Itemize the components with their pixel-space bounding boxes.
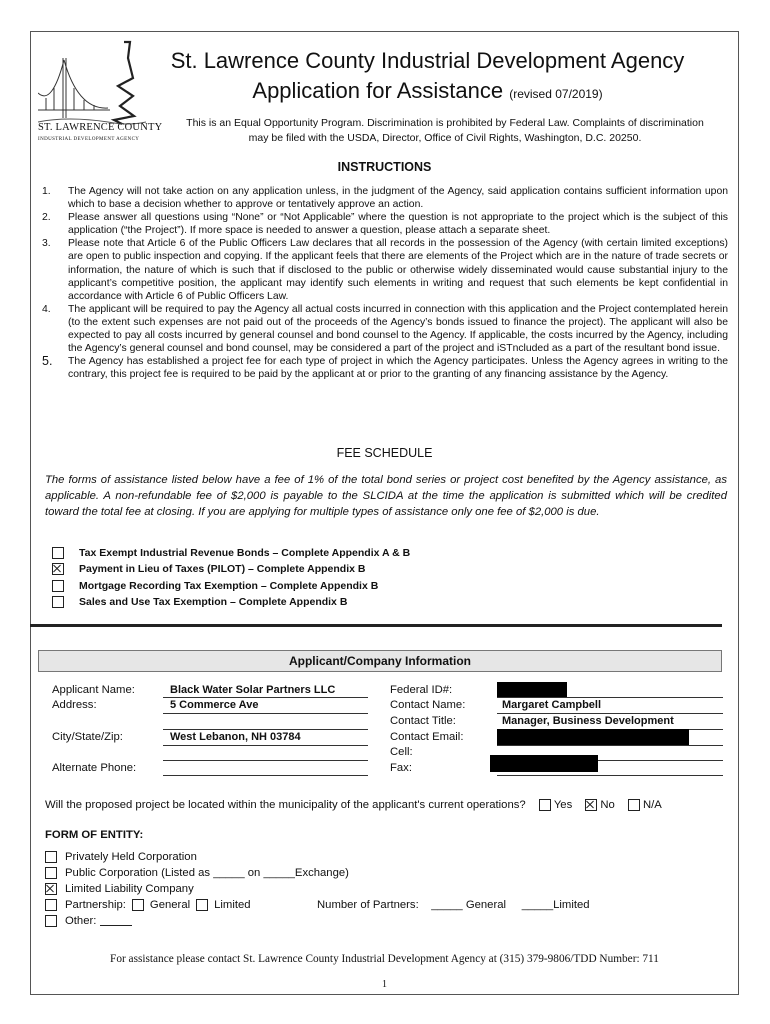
federal-id-label: Federal ID#:	[390, 684, 453, 696]
na-label: N/A	[642, 799, 662, 811]
fee-option-pilot[interactable]: Payment in Lieu of Taxes (PILOT) – Complete Appendix B	[52, 563, 365, 575]
contact-name-value[interactable]: Margaret Campbell	[502, 699, 602, 711]
other-underline[interactable]	[100, 925, 132, 926]
fee-option-bonds[interactable]: Tax Exempt Industrial Revenue Bonds – Complete Appendix A & B	[52, 547, 410, 559]
address-line2-underline[interactable]	[163, 729, 368, 730]
entity-other[interactable]: Other:	[45, 915, 132, 927]
checkbox[interactable]	[52, 596, 64, 608]
section-divider	[30, 624, 722, 627]
location-question: Will the proposed project be located within the municipality of the applicant's current operations? Yes No N/A	[45, 799, 662, 811]
federal-id-underline[interactable]	[497, 697, 723, 698]
fax-redacted	[490, 755, 598, 772]
number-of-partners: Number of Partners: _____ General _____Limited	[317, 899, 590, 911]
fee-option-sales-tax[interactable]: Sales and Use Tax Exemption – Complete Appendix B	[52, 596, 347, 608]
contact-email-label: Contact Email:	[390, 731, 464, 743]
revised-date: (revised 07/2019)	[509, 87, 603, 101]
equal-opportunity-notice: This is an Equal Opportunity Program. Discrimination is prohibited by Federal Law. Complaints of discrimination may be filed with the USDA, Director, Office of Civil Rights, Washington, D.C. 20250.	[186, 117, 704, 144]
checkbox[interactable]	[45, 915, 57, 927]
no-label: No	[600, 799, 615, 811]
contact-name-label: Contact Name:	[390, 699, 466, 711]
city-underline	[163, 745, 368, 746]
logo-text-agency: INDUSTRIAL DEVELOPMENT AGENCY	[38, 137, 140, 142]
applicant-name-underline	[163, 697, 368, 698]
checkbox[interactable]	[45, 851, 57, 863]
cell-label: Cell:	[390, 746, 413, 758]
yes-label: Yes	[553, 799, 573, 811]
instructions-heading: INSTRUCTIONS	[337, 160, 432, 174]
checkbox[interactable]	[52, 547, 64, 559]
limited-checkbox[interactable]	[196, 899, 208, 911]
federal-id-redacted	[497, 682, 567, 697]
entity-public-corporation[interactable]: Public Corporation (Listed as _____ on _____Exchange)	[45, 867, 349, 879]
fee-option-mortgage[interactable]: Mortgage Recording Tax Exemption – Complete Appendix B	[52, 580, 378, 592]
contact-email-redacted	[497, 729, 689, 746]
checkbox[interactable]	[45, 899, 57, 911]
entity-partnership[interactable]: Partnership: General Limited	[45, 899, 251, 911]
no-checkbox[interactable]	[585, 799, 597, 811]
alternate-phone-underline[interactable]	[163, 775, 368, 776]
yes-checkbox[interactable]	[539, 799, 551, 811]
page-number: 1	[382, 979, 387, 990]
contact-title-label: Contact Title:	[390, 715, 456, 727]
contact-name-underline	[497, 713, 723, 714]
instruction-item: 5. The Agency has established a project fee for each type of project in which the Agency participates. Unless the Agency agrees in writing to the contrary, this project fee is required to be paid by the applicant at or prior to the granting of any financing assistance by the Agency.	[42, 354, 728, 381]
contact-email-underline[interactable]	[497, 745, 723, 746]
instruction-item: 4. The applicant will be required to pay the Agency all actual costs incurred in connection with this application and the Project contemplated herein (to the extent such expenses are not paid out of the proceeds of the Agency’s bonds issued to finance the project). The applicant will also be expected to pay all costs incurred by general counsel and bond counsel to the Agency. If applicable, the costs incurred by the Agency, including the Agency’s general counsel and bond counsel, may be considered a part of the project and iSTncluded as a part of the resultant bond issue.	[42, 303, 728, 355]
form-of-entity-heading: FORM OF ENTITY:	[45, 829, 144, 841]
checkbox-checked[interactable]	[52, 563, 64, 575]
alternate-phone-line1[interactable]	[163, 760, 368, 761]
general-checkbox[interactable]	[132, 899, 144, 911]
na-checkbox[interactable]	[628, 799, 640, 811]
applicant-name-value[interactable]: Black Water Solar Partners LLC	[170, 684, 336, 696]
fee-schedule-heading: FEE SCHEDULE	[336, 446, 433, 460]
entity-privately-held[interactable]: Privately Held Corporation	[45, 851, 197, 863]
logo-text-county: ST. LAWRENCE COUNTY	[38, 122, 163, 133]
instruction-item: 2. Please answer all questions using “None” or “Not Applicable” where the question is not appropriate to the project which is the subject of this application (“the Project”). If more space is needed to answer a question, please attach a separate sheet.	[42, 212, 728, 237]
city-state-zip-value[interactable]: West Lebanon, NH 03784	[170, 731, 301, 743]
checkbox-checked[interactable]	[45, 883, 57, 895]
footer-contact: For assistance please contact St. Lawrence County Industrial Development Agency at (315) 379-9806/TDD Number: 711	[110, 953, 659, 965]
page-subtitle: Application for Assistance (revised 07/2019)	[252, 78, 603, 103]
fax-label: Fax:	[390, 762, 412, 774]
address-label: Address:	[52, 699, 97, 711]
entity-llc[interactable]: Limited Liability Company	[45, 883, 194, 895]
address-underline	[163, 713, 368, 714]
applicant-section-heading: Applicant/Company Information	[38, 650, 722, 672]
instructions-list	[42, 185, 728, 381]
instruction-item: 3. Please note that Article 6 of the Public Officers Law declares that all records in the possession of the Agency (with certain limited exceptions) are open to public inspection and copying. If the applicant feels that there are elements of the Project which are in the nature of trade secrets or information, the nature of which is such that if disclosed to the public or otherwise widely disseminated would cause substantial injury to the applicant’s competitive position, the applicant may identify such elements in writing and request that such elements be kept confidential in accordance with Article 6 of Public Officers Law.	[42, 238, 728, 302]
checkbox[interactable]	[52, 580, 64, 592]
fax-underline[interactable]	[497, 775, 723, 776]
city-state-zip-label: City/State/Zip:	[52, 731, 123, 743]
instruction-item: 1. The Agency will not take action on any application unless, in the judgment of the Agency, said application contains sufficient information upon which to base a decision whether to approve or tentatively approve an action.	[42, 186, 728, 211]
checkbox[interactable]	[45, 867, 57, 879]
fee-schedule-text: The forms of assistance listed below have a fee of 1% of the total bond series or project cost benefited by the Agency assistance, as applicable. A non-refundable fee of $2,000 is payable to the SLCIDA at the time the application is submitted which will be credited toward the total fee at closing. If you are applying for multiple types of assistance only one fee of $2,000 is due.	[45, 474, 727, 519]
address-value[interactable]: 5 Commerce Ave	[170, 699, 259, 711]
applicant-name-label: Applicant Name:	[52, 684, 135, 696]
alternate-phone-label: Alternate Phone:	[52, 762, 137, 774]
contact-title-value[interactable]: Manager, Business Development	[502, 715, 674, 727]
page-title: St. Lawrence County Industrial Development Agency	[170, 48, 685, 73]
